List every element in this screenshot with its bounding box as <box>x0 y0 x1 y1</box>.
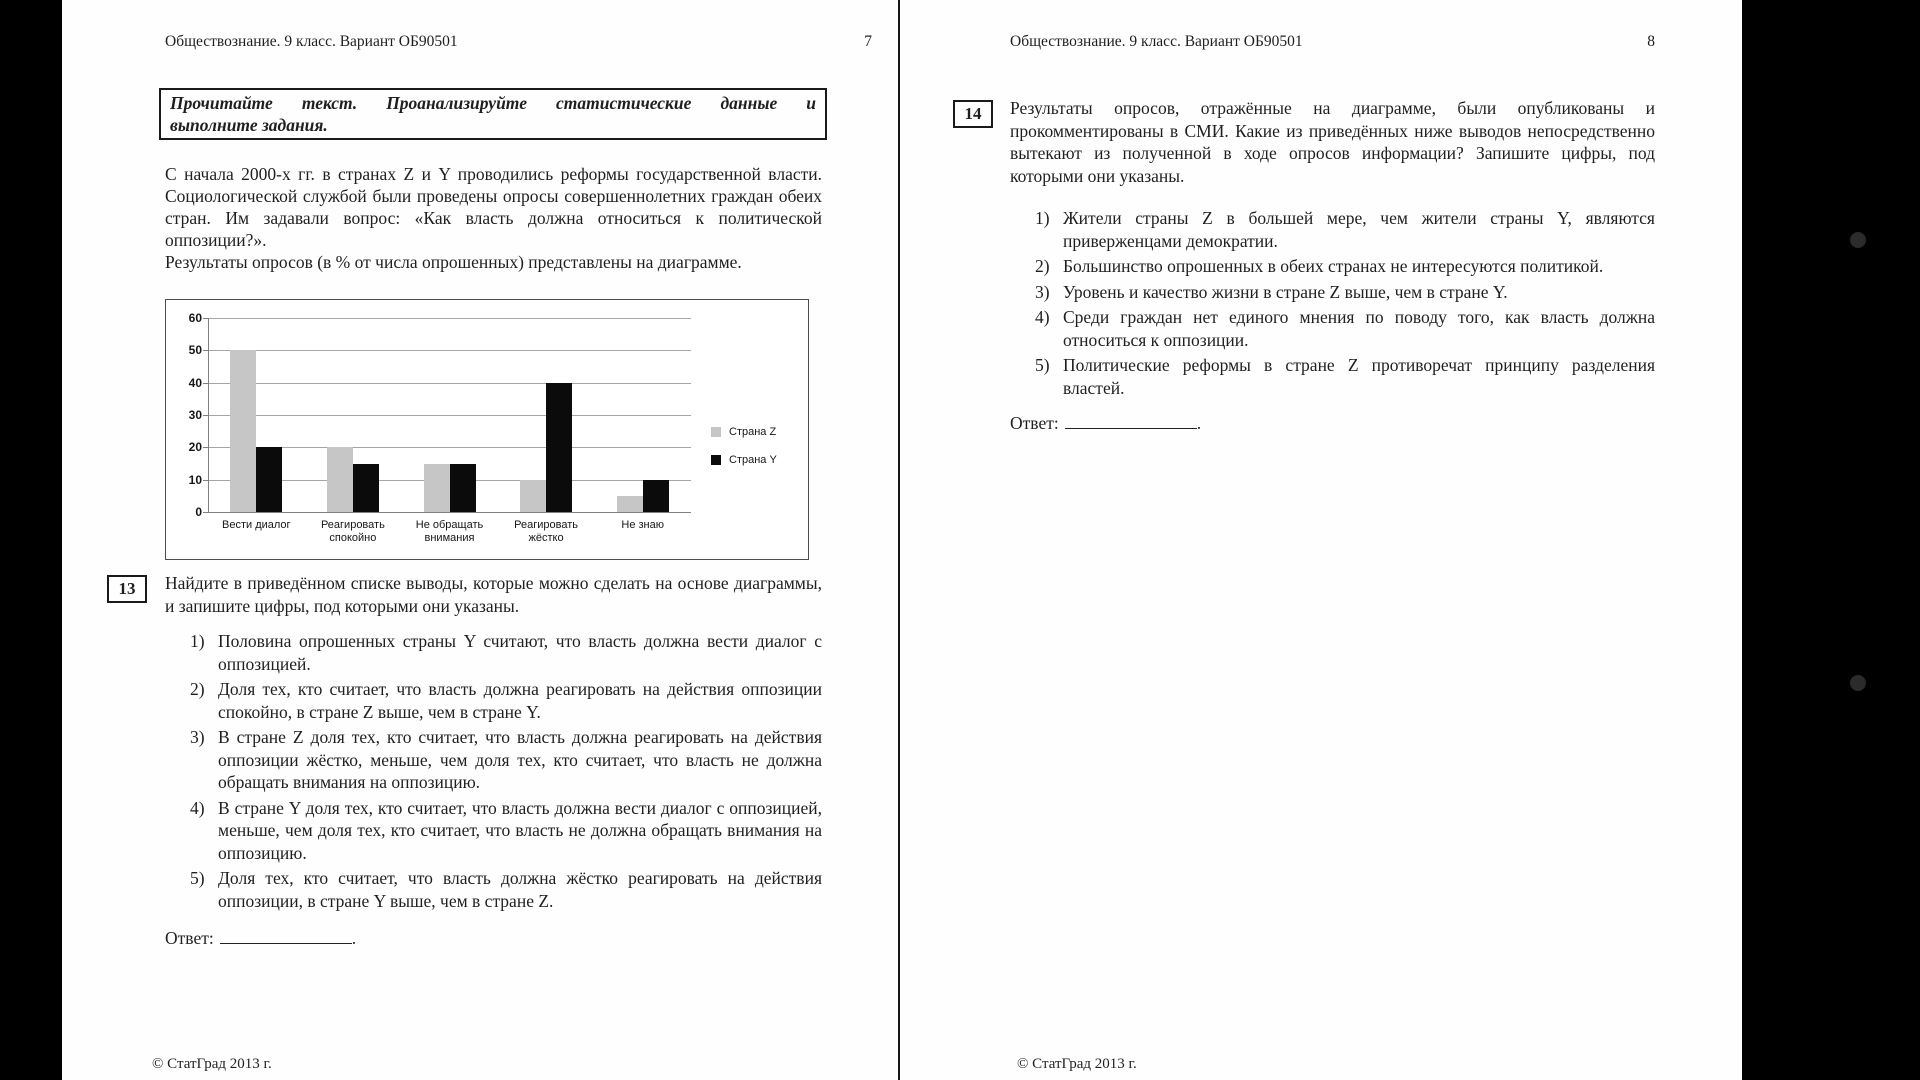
y-axis-tick-label: 60 <box>188 311 202 325</box>
x-axis-line <box>208 512 691 513</box>
intro-paragraph: С начала 2000-х гг. в странах Z и Y проводились реформы государственной власти. Социологической службой были проведены опросы совершеннолетних граждан обеих стран. Им задавали вопрос: «Как власть должна относиться к политической оппозиции?». <box>165 164 822 250</box>
page-number: 7 <box>864 33 872 50</box>
bar-Страна Y <box>643 480 669 512</box>
instruction-box <box>159 88 827 140</box>
option-5 <box>1035 354 1655 399</box>
option-text: Уровень и качество жизни в стране Z выше, чем в стране Y. <box>1063 281 1508 302</box>
option-5 <box>190 867 822 912</box>
page-7 <box>62 0 898 1080</box>
answer-suffix: . <box>351 928 357 948</box>
survey-bar-chart <box>165 299 809 560</box>
question-14-number: 14 <box>953 100 993 128</box>
option-number: 1) <box>1035 208 1050 228</box>
question-13-number: 13 <box>107 575 147 603</box>
document-title: Обществознание. 9 класс. Вариант ОБ90501 <box>165 33 458 50</box>
question-14-options <box>1035 207 1655 402</box>
legend-swatch <box>711 427 721 437</box>
intro-text <box>165 163 822 273</box>
option-text: Половина опрошенных страны Y считают, что власть должна вести диалог с оппозицией. <box>218 631 822 674</box>
page-footer: © СтатГрад 2013 г. <box>1017 1056 1137 1072</box>
instruction-line-1: Прочитайте текст. Проанализируйте статистические данные и <box>170 93 816 113</box>
page-footer: © СтатГрад 2013 г. <box>152 1056 272 1072</box>
y-axis-tick-label: 50 <box>188 343 202 358</box>
y-axis-line <box>208 318 209 512</box>
option-number: 4) <box>190 797 205 818</box>
option-number: 3) <box>190 727 205 747</box>
legend-swatch <box>711 455 721 465</box>
option-number: 2) <box>190 679 205 699</box>
bar-Страна Y <box>256 447 282 512</box>
question-14-text: Результаты опросов, отражённые на диаграмме, были опубликованы и прокомментированы в СМИ. Какие из приведённых ниже выводов непосредственно вытекают из полученной в ходе опросов информации? Запишите цифры, под которыми они указаны. <box>1010 98 1655 186</box>
bar-Страна Y <box>546 383 572 512</box>
option-text: В стране Z доля тех, кто считает, что власть должна реагировать на действия оппозиции жёстко, меньше, чем доля тех, кто считает, что власть не должна обращать внимания на оппозицию. <box>218 727 822 792</box>
x-axis-category-label: Не знаю <box>621 519 664 531</box>
option-4 <box>1035 306 1655 351</box>
gridline <box>208 383 691 384</box>
option-2 <box>190 678 822 723</box>
y-axis-tick-label: 30 <box>188 408 202 422</box>
x-axis-category-label: Вести диалог <box>222 519 291 531</box>
option-2 <box>1035 255 1655 278</box>
y-axis-tick-label: 10 <box>188 472 202 487</box>
page-header <box>165 33 872 51</box>
answer-suffix: . <box>1196 413 1202 433</box>
x-axis-category-label: Реагировать жёстко <box>514 519 579 544</box>
option-number: 5) <box>190 868 205 888</box>
x-axis-category-label: Не обращать внимания <box>415 519 484 544</box>
option-number: 4) <box>1035 307 1050 327</box>
option-number: 3) <box>1035 281 1050 302</box>
bar-Страна Z <box>424 464 450 513</box>
bar-Страна Y <box>450 464 476 513</box>
option-text: Доля тех, кто считает, что власть должна жёстко реагировать на действия оппозиции, в стране Y выше, чем в стране Z. <box>218 868 822 911</box>
answer-line-13 <box>165 928 356 949</box>
side-scroll-dot-top[interactable] <box>1850 232 1866 248</box>
option-text: Среди граждан нет единого мнения по поводу того, как власть должна относиться к оппозиции. <box>1063 307 1655 350</box>
answer-label: Ответ: <box>165 928 214 948</box>
bar-Страна Z <box>327 447 353 512</box>
option-number: 2) <box>1035 256 1050 276</box>
answer-label: Ответ: <box>1010 413 1059 433</box>
page-number: 8 <box>1647 33 1655 50</box>
option-number: 1) <box>190 631 205 651</box>
x-axis-category-label: Реагировать спокойно <box>320 519 385 544</box>
option-3 <box>190 726 822 794</box>
answer-blank <box>1065 413 1197 429</box>
bar-Страна Z <box>230 350 256 512</box>
option-text: Доля тех, кто считает, что власть должна реагировать на действия оппозиции спокойно, в стране Z выше, чем в стране Y. <box>218 679 822 722</box>
y-axis-tick-label: 40 <box>188 375 202 390</box>
option-4 <box>190 797 822 865</box>
answer-line-14 <box>1010 413 1201 434</box>
gridline <box>208 350 691 351</box>
y-axis-tick-label: 20 <box>188 440 202 455</box>
document-title: Обществознание. 9 класс. Вариант ОБ90501 <box>1010 33 1303 50</box>
bar-Страна Z <box>617 496 643 512</box>
bar-Страна Z <box>520 480 546 512</box>
option-text: Жители страны Z в большей мере, чем жители страны Y, являются приверженцами демократии. <box>1063 208 1655 251</box>
option-text: Большинство опрошенных в обеих странах не интересуются политикой. <box>1063 256 1604 276</box>
bar-Страна Y <box>353 464 379 513</box>
page-header <box>1010 33 1655 51</box>
legend-item <box>711 454 777 466</box>
legend-label: Страна Z <box>729 426 777 438</box>
question-13-text: Найдите в приведённом списке выводы, которые можно сделать на основе диаграммы, и запишите цифры, под которыми они указаны. <box>165 573 822 616</box>
side-scroll-dot-bottom[interactable] <box>1850 675 1866 691</box>
legend-label: Страна Y <box>729 454 777 466</box>
option-number: 5) <box>1035 355 1050 375</box>
intro-note: Результаты опросов (в % от числа опрошенных) представлены на диаграмме. <box>165 252 742 272</box>
option-text: Политические реформы в стране Z противоречат принципу разделения властей. <box>1063 355 1655 398</box>
document-spread <box>62 0 1742 1080</box>
question-13-options <box>190 630 822 915</box>
y-axis-tick-label: 0 <box>195 505 202 519</box>
option-text: В стране Y доля тех, кто считает, что власть должна вести диалог с оппозицией, меньше, чем доля тех, кто считает, что власть не должна обращать внимания на оппозицию. <box>218 797 822 863</box>
option-1 <box>1035 207 1655 252</box>
gridline <box>208 318 691 319</box>
option-1 <box>190 630 822 675</box>
gridline <box>208 415 691 416</box>
answer-blank <box>220 928 352 944</box>
legend-item <box>711 426 776 438</box>
page-8 <box>900 0 1742 1080</box>
option-3 <box>1035 281 1655 304</box>
instruction-line-2: выполните задания. <box>170 115 328 135</box>
